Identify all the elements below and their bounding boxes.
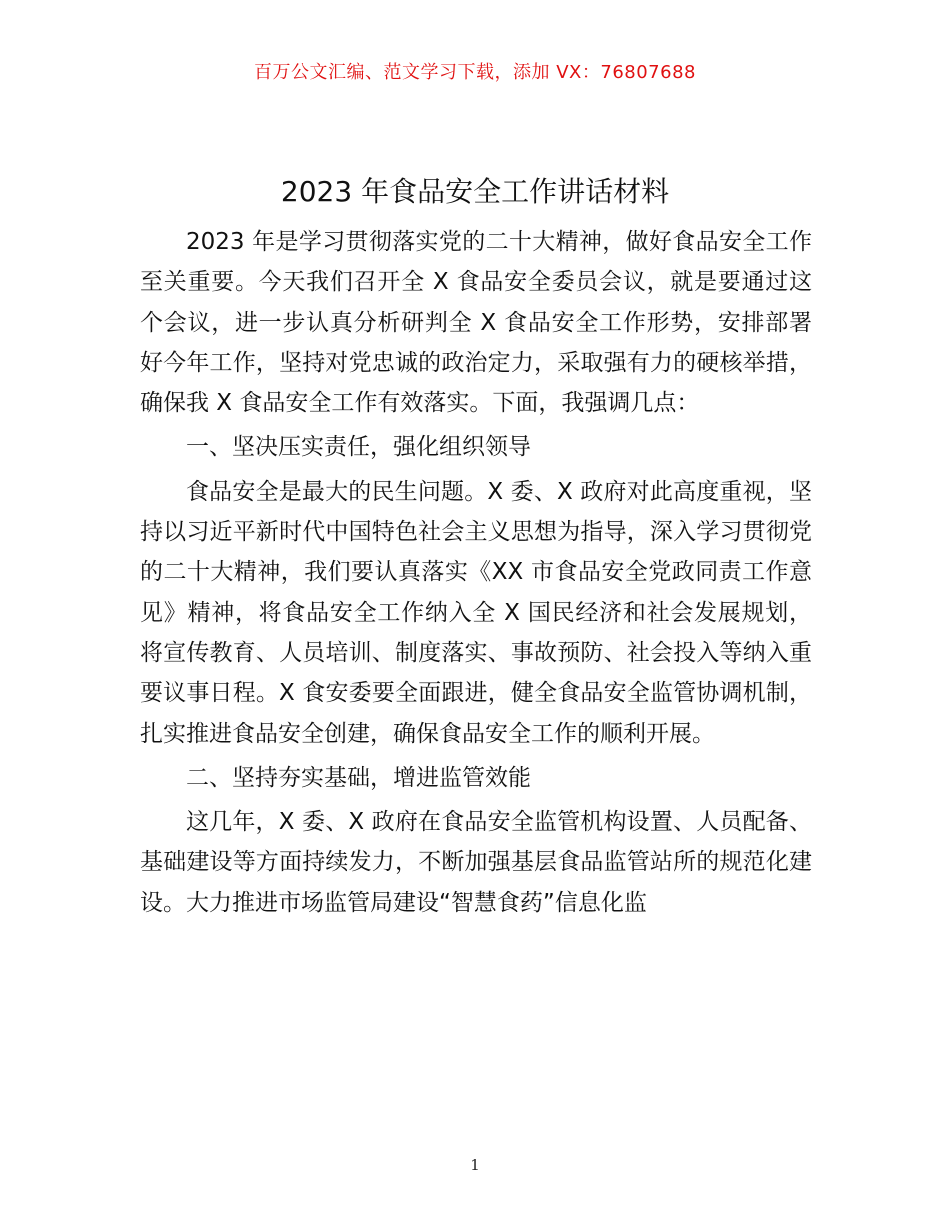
section-heading-1: 一、坚决压实责任，强化组织领导 (186, 434, 531, 461)
intro-paragraph: 2023 年是学习贯彻落实党的二十大精神，做好食品安全工作至关重要。今天我们召开全 X 食品安全委员会议，就是要通过这个会议，进一步认真分析研判全 X 食品安全工作形势，安排部署好今年工作，坚持对党忠诚的政治定力，采取强有力的硬核举措，确保我 X 食品安全工作有效落实。下面，我强调几点： (140, 229, 812, 417)
section-heading-2: 二、坚持夯实基础，增进监管效能 (186, 764, 531, 791)
document-body (140, 222, 812, 923)
section-2-paragraph: 这几年，X 委、X 政府在食品安全监管机构设置、人员配备、基础建设等方面持续发力，不断加强基层食品监管站所的规范化建设。大力推进市场监管局建设“智慧食药”信息化监 (140, 809, 812, 916)
page-number: 1 (470, 1156, 480, 1174)
page-title: 2023 年食品安全工作讲话材料 (280, 175, 670, 208)
section-1-paragraph: 食品安全是最大的民生问题。X 委、X 政府对此高度重视，坚持以习近平新时代中国特色社会主义思想为指导，深入学习贯彻党的二十大精神，我们要认真落实《XX 市食品安全党政同责工作意见》精神，将食品安全工作纳入全 X 国民经济和社会发展规划，将宣传教育、人员培训、制度落实、事故预防、社会投入等纳入重要议事日程。X 食安委要全面跟进，健全食品安全监管协调机制，扎实推进食品安全创建，确保食品安全工作的顺利开展。 (140, 478, 812, 747)
header-banner: 百万公文汇编、范文学习下载，添加 VX：76807688 (254, 62, 696, 83)
